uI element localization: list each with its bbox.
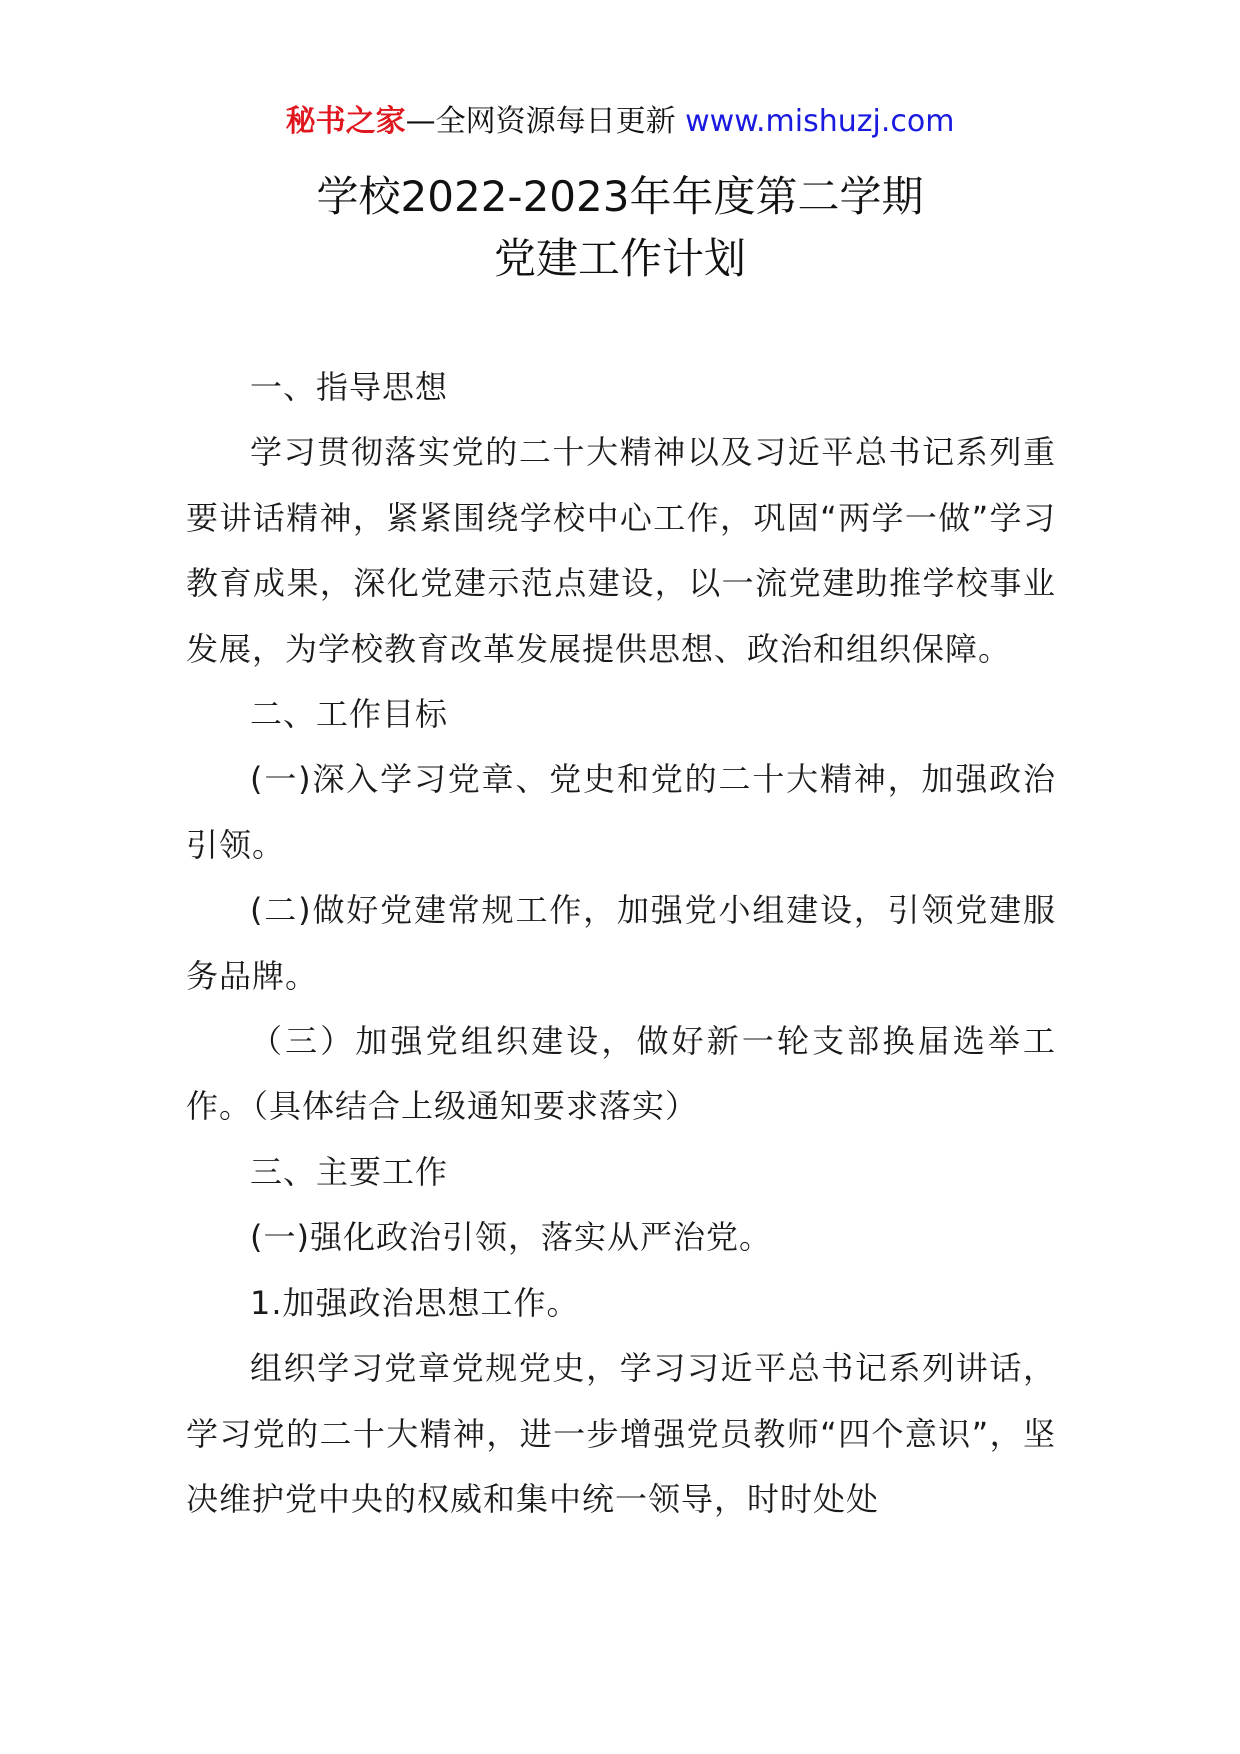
section-heading: 三、主要工作: [250, 1152, 449, 1191]
paragraph: 组织学习党章党规党史，学习习近平总书记系列讲话，学习党的二十大精神，进一步增强党员教师“四个意识”，坚决维护党中央的权威和集中统一领导，时时处处: [186, 1349, 1056, 1518]
paragraph: (二)做好党建常规工作，加强党小组建设，引领党建服务品牌。: [186, 891, 1056, 995]
section-heading: 一、指导思想: [250, 368, 449, 406]
site-banner: [0, 100, 1240, 144]
paragraph: 学习贯彻落实党的二十大精神以及习近平总书记系列重要讲话精神，紧紧围绕学校中心工作，巩固“两学一做”学习教育成果，深化党建示范点建设，以一流党建助推学校事业发展，为学校教育改革发展提供思想、政治和组织保障。: [186, 433, 1056, 668]
title-line-1: 学校2022-2023年年度第二学期: [316, 172, 924, 221]
paragraph: 1.加强政治思想工作。: [250, 1283, 580, 1322]
title-line-2: 党建工作计划: [493, 234, 746, 283]
paragraph: (一)强化政治引领，落实从严治党。: [250, 1218, 772, 1257]
paragraph: (一)深入学习党章、党史和党的二十大精神，加强政治引领。: [186, 760, 1056, 864]
document-body: [186, 355, 1056, 1532]
document-title: [0, 166, 1240, 290]
brand-name: 秘书之家: [285, 104, 406, 139]
paragraph: （三）加强党组织建设，做好新一轮支部换届选举工作。（具体结合上级通知要求落实）: [186, 1022, 1056, 1126]
section-heading: 二、工作目标: [250, 695, 449, 734]
site-url-link[interactable]: www.mishuzj.com: [685, 104, 955, 139]
banner-tagline: —全网资源每日更新: [405, 104, 686, 139]
